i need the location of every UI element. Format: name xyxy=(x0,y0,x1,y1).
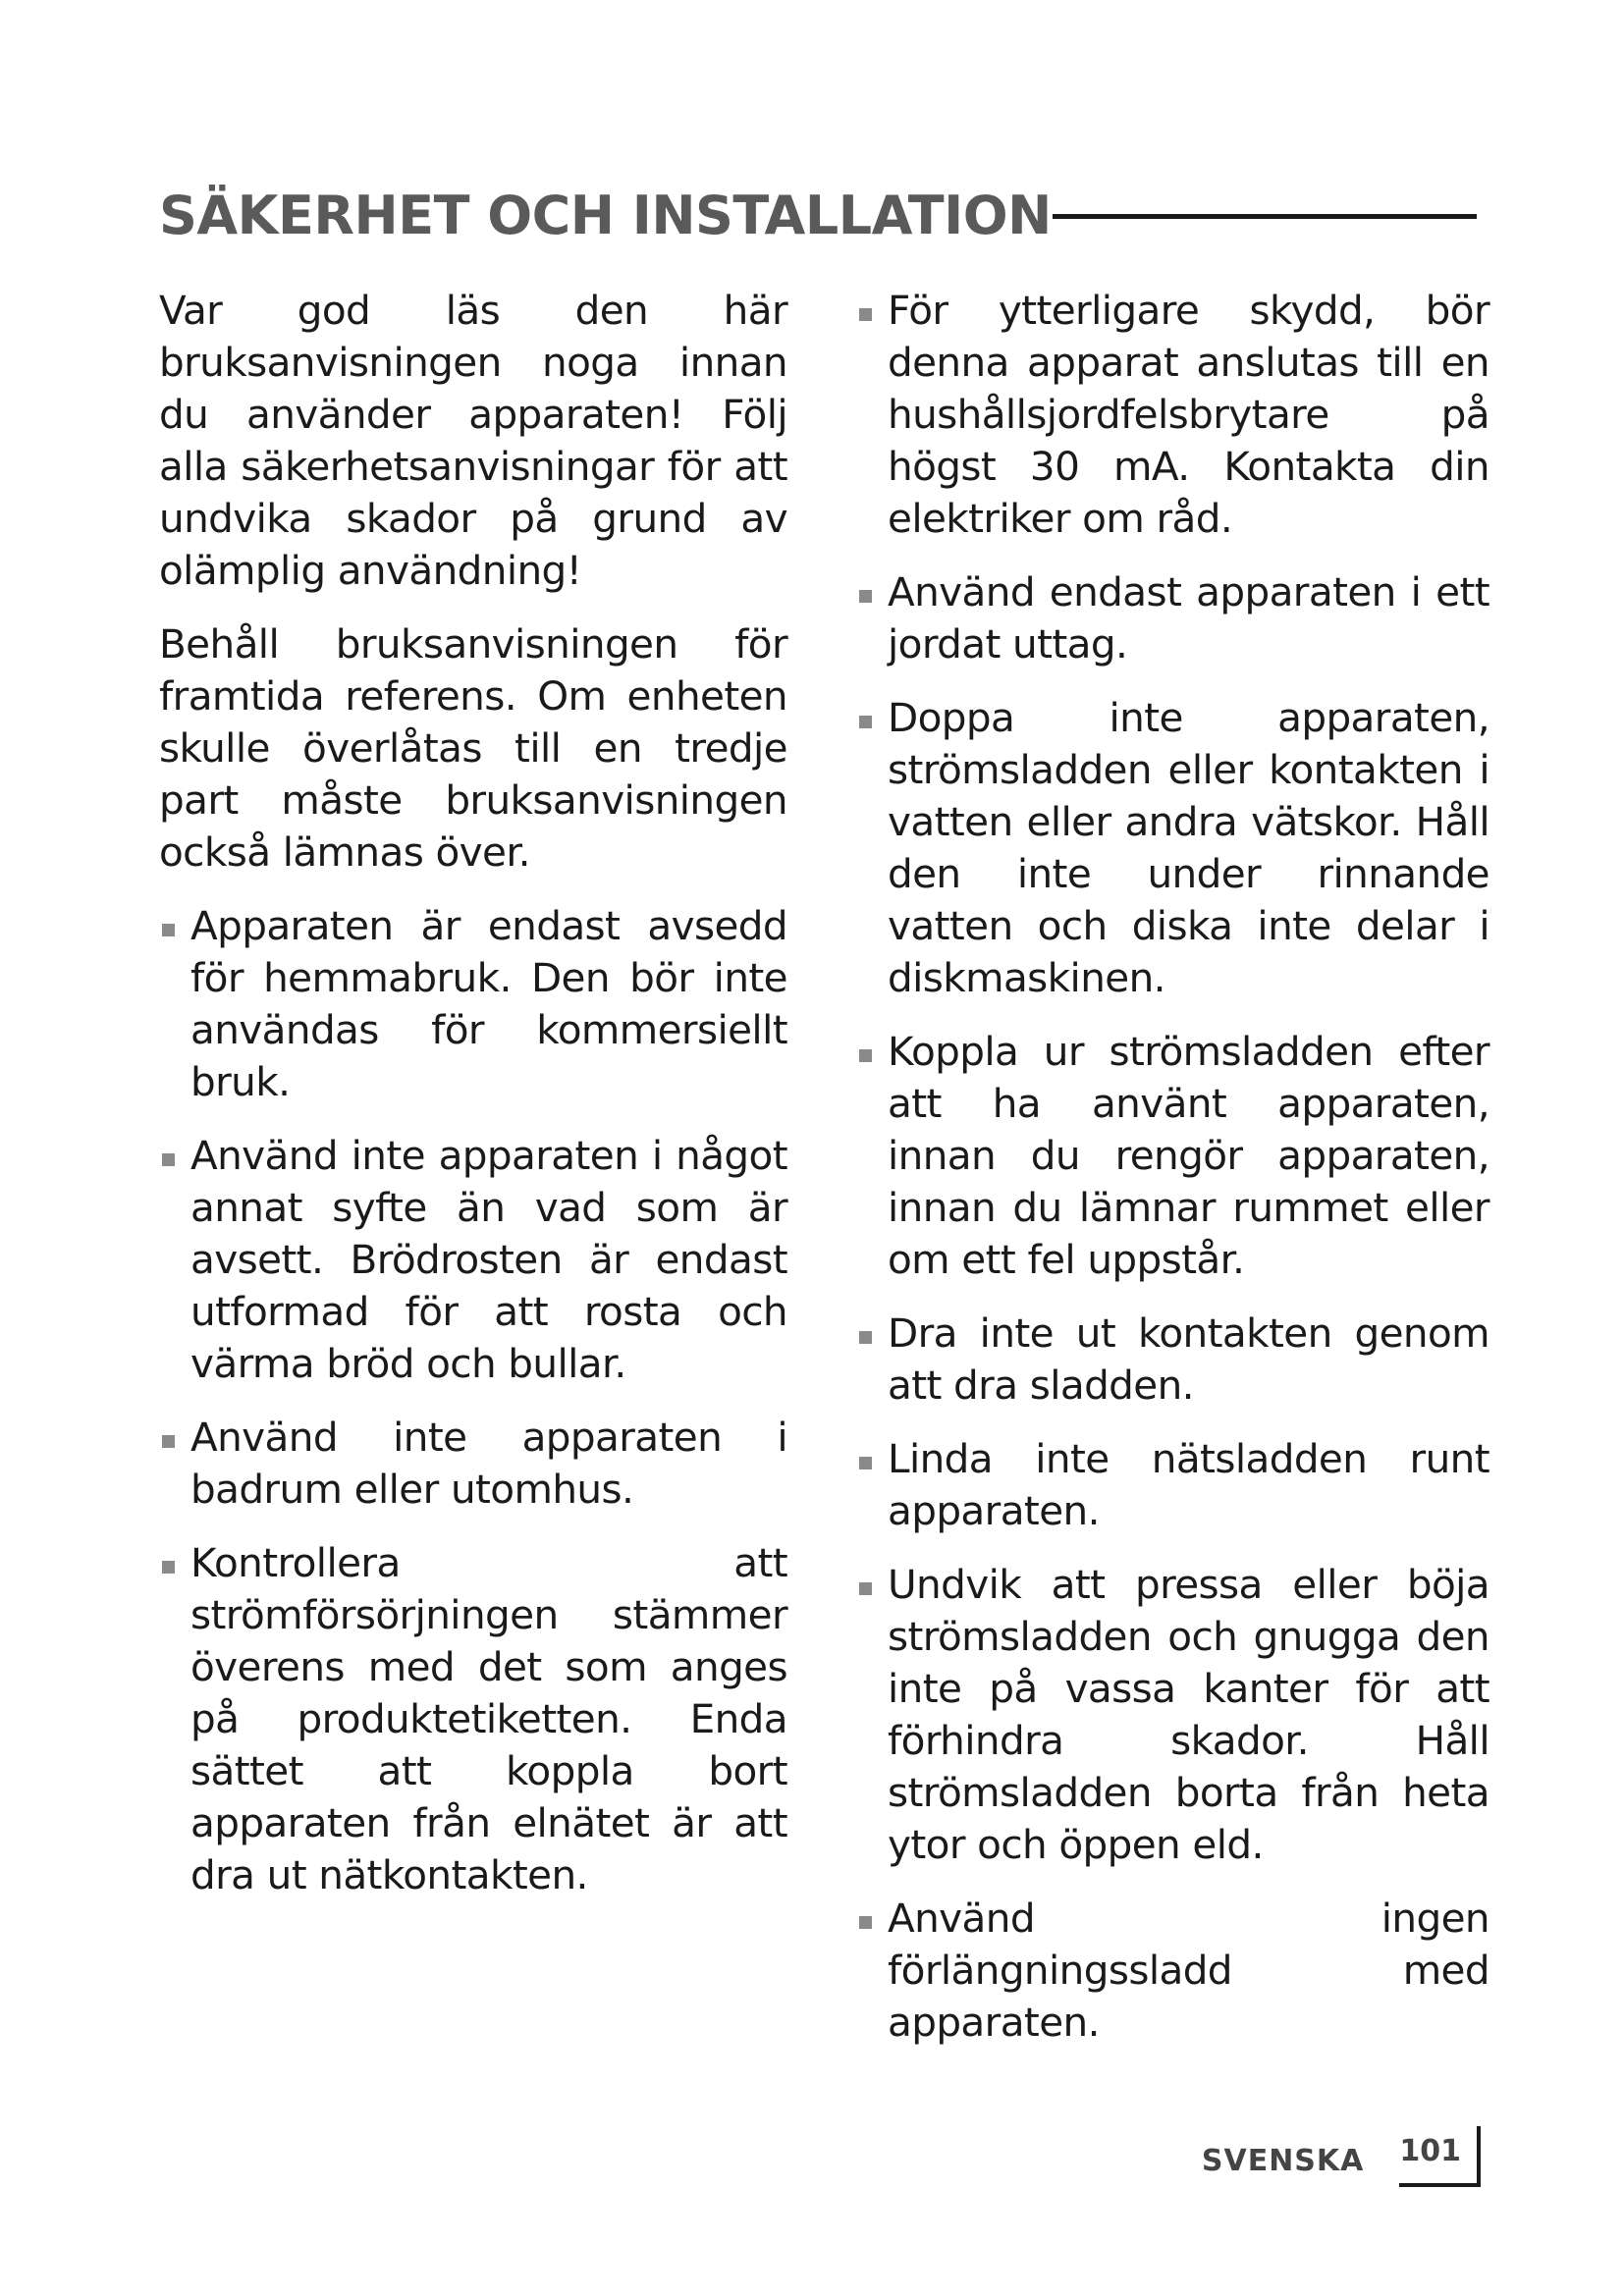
list-item-text: Använd endast apparaten i ett jordat uttag. xyxy=(888,568,1489,667)
square-bullet-icon xyxy=(859,1457,872,1469)
list-item xyxy=(159,1537,787,1901)
left-column xyxy=(159,285,787,1923)
square-bullet-icon xyxy=(859,1582,872,1595)
list-item xyxy=(856,566,1489,670)
list-item-text: Undvik att pressa eller böja strömsladden och gnugga den inte på vassa kanter för att förhindra skador. Håll strömsladden borta från heta ytor och öppen eld. xyxy=(888,1561,1489,1868)
page-number: 101 xyxy=(1399,2126,1481,2187)
list-item-text: Linda inte nätsladden runt apparaten. xyxy=(888,1435,1489,1534)
square-bullet-icon xyxy=(162,1561,175,1574)
list-item xyxy=(159,1130,787,1390)
list-item-text: Kontrollera att strömförsörjningen stämmer överens med det som anges på produktetiketten. Enda sättet att koppla bort apparaten från elnätet är att dra ut nätkontakten. xyxy=(190,1539,787,1898)
square-bullet-icon xyxy=(859,308,872,321)
square-bullet-icon xyxy=(859,590,872,603)
square-bullet-icon xyxy=(859,716,872,728)
intro-paragraph: Behåll bruksanvisningen för framtida referens. Om enheten skulle överlåtas till en tredje part måste bruksanvisningen också lämnas över. xyxy=(159,620,787,876)
list-item xyxy=(856,285,1489,545)
page-footer xyxy=(1202,2126,1481,2187)
footer-language: SVENSKA xyxy=(1201,2144,1365,2178)
intro-paragraph: Var god läs den här bruksanvisningen noga innan du använder apparaten! Följ alla säkerhetsanvisningar för att undvika skador på grund av olämplig användning! xyxy=(159,287,787,594)
square-bullet-icon xyxy=(162,924,175,936)
list-item-text: Dra inte ut kontakten genom att dra sladden. xyxy=(888,1309,1489,1409)
square-bullet-icon xyxy=(859,1916,872,1929)
list-item xyxy=(856,1893,1489,2049)
list-item xyxy=(159,1412,787,1516)
list-item xyxy=(856,1559,1489,1871)
list-item-text: Koppla ur strömsladden efter att ha använt apparaten, innan du rengör apparaten, innan du lämnar rummet eller om ett fel uppstår. xyxy=(888,1028,1489,1283)
title-rule xyxy=(1053,214,1477,219)
list-item xyxy=(856,1433,1489,1537)
list-item-text: Använd inte apparaten i något annat syfte än vad som är avsett. Brödrosten är endast utformad för att rosta och värma bröd och bullar. xyxy=(190,1132,787,1387)
right-column xyxy=(856,285,1489,2070)
list-item-text: Apparaten är endast avsedd för hemmabruk. Den bör inte användas för kommersiellt bruk. xyxy=(190,902,787,1105)
list-item xyxy=(856,692,1489,1004)
square-bullet-icon xyxy=(162,1435,175,1448)
list-item xyxy=(856,1026,1489,1286)
list-item-text: Använd ingen förlängningssladd med apparaten. xyxy=(888,1895,1489,2046)
page-title: SÄKERHET OCH INSTALLATION xyxy=(159,185,1052,247)
square-bullet-icon xyxy=(859,1049,872,1062)
list-item-text: Använd inte apparaten i badrum eller utomhus. xyxy=(190,1414,787,1513)
list-item-text: Doppa inte apparaten, strömsladden eller kontakten i vatten eller andra vätskor. Håll den inte under rinnande vatten och diska inte delar i diskmaskinen. xyxy=(888,694,1489,1001)
square-bullet-icon xyxy=(859,1331,872,1344)
list-item xyxy=(159,900,787,1108)
list-item xyxy=(856,1308,1489,1412)
square-bullet-icon xyxy=(162,1153,175,1166)
list-item-text: För ytterligare skydd, bör denna apparat anslutas till en hushållsjordfelsbrytare på högst 30 mA. Kontakta din elektriker om råd. xyxy=(888,287,1489,542)
